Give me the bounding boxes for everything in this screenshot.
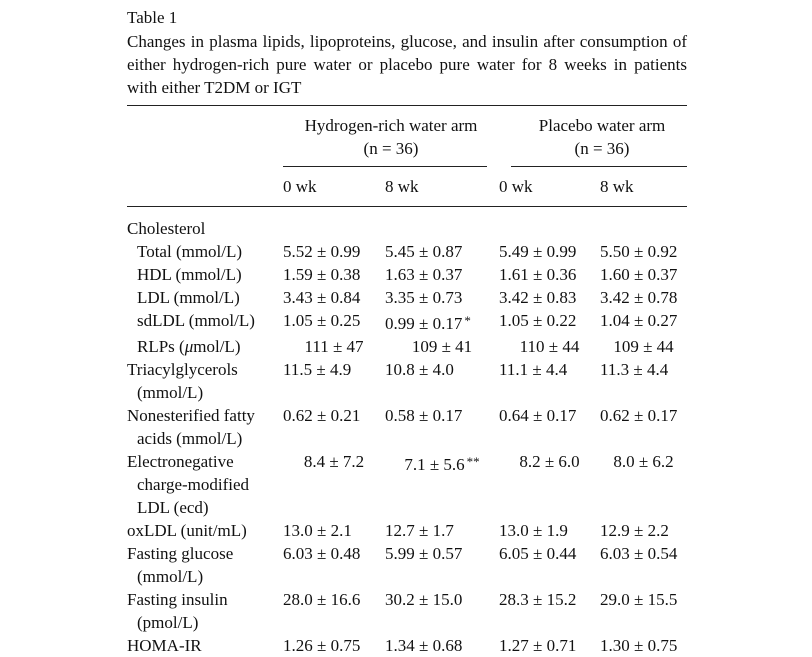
cell-value: 8.0 ± 6.2 <box>613 452 674 471</box>
cell-value: 0.62 ± 0.17 <box>600 406 678 425</box>
table-label: Table 1 <box>127 8 178 27</box>
cell-value: 12.7 ± 1.7 <box>385 521 454 540</box>
group-header-row <box>127 106 687 160</box>
cell-value: 8.2 ± 6.0 <box>519 452 580 471</box>
table-row <box>127 634 687 657</box>
significance-mark: * <box>464 313 471 328</box>
cell-value: 28.0 ± 16.6 <box>283 590 361 609</box>
cell-value: 11.1 ± 4.4 <box>499 360 568 379</box>
cell-value: 1.34 ± 0.68 <box>385 636 463 655</box>
cell-value: 11.5 ± 4.9 <box>283 360 352 379</box>
table-row <box>127 335 687 358</box>
table-row <box>127 309 687 335</box>
cell-value: 109 ± 44 <box>613 337 674 356</box>
table-row <box>127 240 687 263</box>
table-row <box>127 358 687 404</box>
row-label: RLPs (μmol/L) <box>137 337 241 356</box>
group-name: Hydrogen-rich water arm <box>304 116 478 135</box>
cell-value: 1.30 ± 0.75 <box>600 636 678 655</box>
cell-value: 3.35 ± 0.73 <box>385 288 463 307</box>
cell-value: 1.26 ± 0.75 <box>283 636 361 655</box>
cell-value: 5.45 ± 0.87 <box>385 242 463 261</box>
timepoint-header: 8 wk <box>385 177 419 196</box>
cell-value: 12.9 ± 2.2 <box>600 521 669 540</box>
row-label: Fasting glucose (mmol/L) <box>127 544 234 586</box>
cell-value: 1.04 ± 0.27 <box>600 311 678 330</box>
row-label: Cholesterol <box>127 219 206 238</box>
cell-value: 6.05 ± 0.44 <box>499 544 577 563</box>
row-label: sdLDL (mmol/L) <box>137 311 255 330</box>
timepoint-header: 8 wk <box>600 177 634 196</box>
row-label: Total (mmol/L) <box>137 242 243 261</box>
cell-value: 1.59 ± 0.38 <box>283 265 361 284</box>
cell-value: 1.60 ± 0.37 <box>600 265 678 284</box>
timepoint-header: 0 wk <box>283 177 317 196</box>
cell-value: 6.03 ± 0.48 <box>283 544 361 563</box>
row-label: oxLDL (unit/mL) <box>127 521 247 540</box>
row-label: HDL (mmol/L) <box>137 265 242 284</box>
group-name: Placebo water arm <box>538 116 666 135</box>
cell-value: 1.05 ± 0.22 <box>499 311 577 330</box>
table-row <box>127 404 687 450</box>
table-row <box>127 207 687 241</box>
group-n: (n = 36) <box>574 139 630 158</box>
cell-value: 8.4 ± 7.2 <box>303 452 365 471</box>
cell-value: 11.3 ± 4.4 <box>600 360 669 379</box>
cell-value: 28.3 ± 15.2 <box>499 590 577 609</box>
row-label: Electronegative charge-modified LDL (ecd) <box>127 452 250 517</box>
cell-value: 7.1 ± 5.6 ** <box>404 454 480 474</box>
table-row <box>127 450 687 519</box>
cell-value: 1.61 ± 0.36 <box>499 265 577 284</box>
cell-value: 6.03 ± 0.54 <box>600 544 678 563</box>
cell-value: 10.8 ± 4.0 <box>385 360 454 379</box>
cell-value: 5.99 ± 0.57 <box>385 544 463 563</box>
cell-value: 3.42 ± 0.83 <box>499 288 577 307</box>
row-label: Triacylglycerols (mmol/L) <box>127 360 238 402</box>
table-row <box>127 286 687 309</box>
timepoint-header-row <box>127 167 687 206</box>
row-label: LDL (mmol/L) <box>137 288 240 307</box>
table-caption: Changes in plasma lipids, lipoproteins, glucose, and insulin after consumption of either hydrogen-rich pure water or placebo pure water for 8 weeks in patients with either T2DM or IGT <box>127 32 687 97</box>
cell-value: 3.43 ± 0.84 <box>283 288 361 307</box>
cell-value: 0.64 ± 0.17 <box>499 406 577 425</box>
cell-value: 5.52 ± 0.99 <box>283 242 361 261</box>
row-label: Nonesterified fatty acids (mmol/L) <box>127 406 255 448</box>
cell-value: 1.63 ± 0.37 <box>385 265 463 284</box>
cell-value: 111 ± 47 <box>304 337 364 356</box>
cell-value: 0.58 ± 0.17 <box>385 406 463 425</box>
table-row <box>127 519 687 542</box>
row-label: Fasting insulin (pmol/L) <box>127 590 228 632</box>
table-block <box>127 8 687 657</box>
cell-value: 5.49 ± 0.99 <box>499 242 577 261</box>
cell-value: 13.0 ± 2.1 <box>283 521 352 540</box>
group-header-hydrogen <box>283 106 499 160</box>
cell-value: 29.0 ± 15.5 <box>600 590 678 609</box>
cell-value: 1.27 ± 0.71 <box>499 636 577 655</box>
table-row <box>127 588 687 634</box>
cell-value: 1.05 ± 0.25 <box>283 311 361 330</box>
cell-value: 13.0 ± 1.9 <box>499 521 568 540</box>
cell-value: 5.50 ± 0.92 <box>600 242 678 261</box>
cell-value: 110 ± 44 <box>519 337 580 356</box>
cell-value: 0.62 ± 0.21 <box>283 406 361 425</box>
cell-value: 109 ± 41 <box>411 337 473 356</box>
cell-value: 30.2 ± 15.0 <box>385 590 463 609</box>
table-row <box>127 263 687 286</box>
timepoint-header: 0 wk <box>499 177 533 196</box>
row-label: HOMA-IR <box>127 636 202 655</box>
table-row <box>127 542 687 588</box>
cell-value: 0.99 ± 0.17 * <box>385 313 471 333</box>
group-n: (n = 36) <box>363 139 419 158</box>
cell-value: 3.42 ± 0.78 <box>600 288 678 307</box>
significance-mark: ** <box>466 454 480 469</box>
group-header-placebo <box>499 106 687 160</box>
results-table <box>127 106 687 657</box>
